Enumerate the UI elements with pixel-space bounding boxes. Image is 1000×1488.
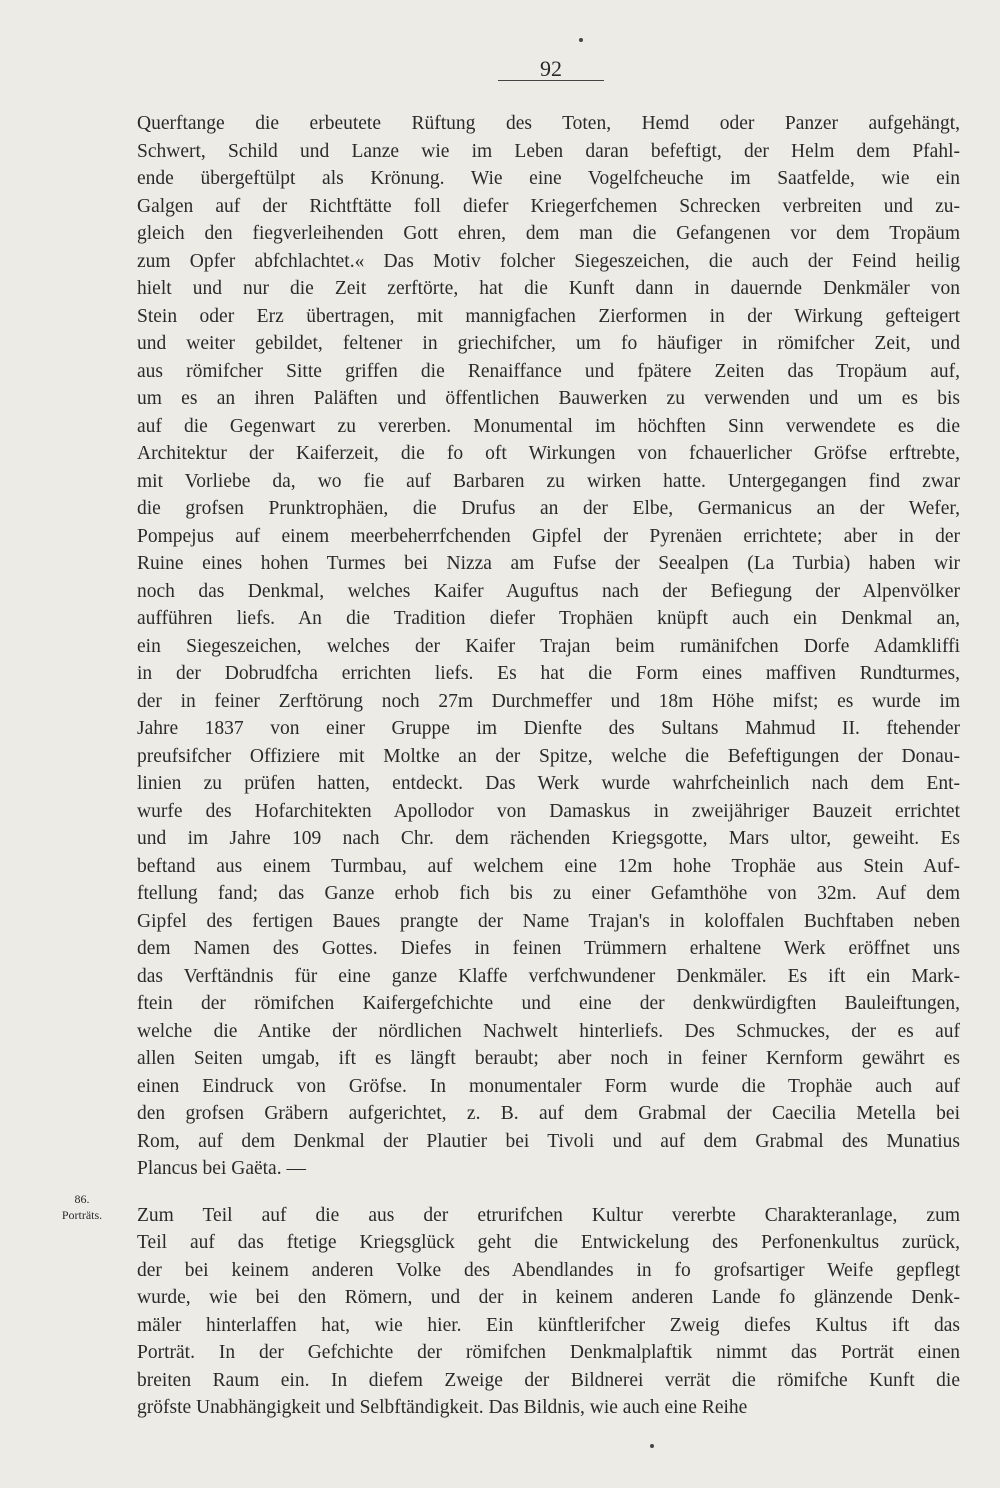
text-line: um es an ihren Paläften und öffentlichen Bauwerken zu verwenden und um es bis — [137, 388, 960, 409]
text-line: einen Eindruck von Gröfse. In monumentaler Form wurde die Trophäe auch auf — [137, 1075, 960, 1097]
text-line: der bei keinem anderen Volke des Abendlandes in fo grofsartiger Weife gepflegt — [137, 1259, 960, 1281]
text-line: und weiter gebildet, feltener in griechifcher, um fo häufiger in römifcher Zeit, und — [137, 333, 960, 354]
text-line: linien zu prüfen hatten, entdeckt. Das Werk wurde wahrfcheinlich nach dem Ent- — [137, 773, 960, 794]
text-line: aufführen liefs. An die Tradition diefer Trophäen knüpft auch ein Denkmal an, — [137, 608, 960, 629]
text-line: die grofsen Prunktrophäen, die Drufus an der Elbe, Germanicus an der Wefer, — [137, 498, 960, 519]
text-line: ein Siegeszeichen, welches der Kaifer Trajan beim rumänifchen Dorfe Adamkliffi — [137, 635, 960, 657]
text-line: breiten Raum ein. In diefem Zweige der Bildnerei verrät die römifche Kunft die — [137, 1369, 960, 1391]
text-line: Architektur der Kaiferzeit, die fo oft Wirkungen von fchauerlicher Gröfse erftrebte, — [137, 443, 960, 464]
text-line: das Verftändnis für eine ganze Klaffe verfchwundener Denkmäler. Es ift ein Mark- — [137, 965, 960, 987]
text-line: dem Namen des Gottes. Diefes in feinen Trümmern erhaltene Werk eröffnet uns — [137, 938, 960, 959]
page-number-rule — [498, 80, 604, 81]
text-line: preufsifcher Offiziere mit Moltke an der Spitze, welche die Befeftigungen der Donau- — [137, 745, 960, 767]
text-line: Stein oder Erz übertragen, mit mannigfachen Zierformen in der Wirkung gefteigert — [137, 305, 960, 327]
text-line: Gipfel des fertigen Baues prangte der Name Trajan's in koloffalen Buchftaben neben — [137, 910, 960, 932]
text-line: auf die Gegenwart zu vererben. Monumental im höchften Sinn verwendete es die — [137, 415, 960, 437]
margin-note-number: 86. — [74, 1192, 90, 1206]
body-text — [137, 110, 960, 1422]
text-line: Ruine eines hohen Turmes bei Nizza am Fufse der Seealpen (La Turbia) haben wir — [137, 553, 960, 574]
text-line: Galgen auf der Richtftätte foll diefer Kriegerfchemen Schrecken verbreiten und zu- — [137, 195, 960, 217]
text-line: Querftange die erbeutete Rüftung des Toten, Hemd oder Panzer aufgehängt, — [137, 113, 960, 134]
text-line: ende übergeftülpt als Krönung. Wie eine Vogelfcheuche im Saatfelde, wie ein — [137, 168, 960, 189]
paragraph — [137, 1202, 960, 1422]
text-line: Zum Teil auf die aus der etrurifchen Kultur vererbte Charakteranlage, zum — [137, 1204, 960, 1226]
text-line: den grofsen Gräbern aufgerichtet, z. B. auf dem Grabmal der Caecilia Metella bei — [137, 1103, 960, 1124]
text-line: gröfste Unabhängigkeit und Selbftändigkeit. Das Bildnis, wie auch eine Reihe — [137, 1397, 748, 1418]
text-line: mit Vorliebe da, wo fie auf Barbaren zu wirken hatte. Untergegangen find zwar — [137, 470, 960, 492]
margin-note — [42, 1191, 122, 1223]
paragraph-gap — [137, 1183, 960, 1202]
page-number: 92 — [540, 56, 562, 81]
paragraph — [137, 110, 960, 1183]
print-speck — [579, 38, 583, 42]
text-line: wurfe des Hofarchitekten Apollodor von Damaskus in zweijähriger Bauzeit errichtet — [137, 800, 960, 822]
text-line: hielt und nur die Zeit zerftörte, hat die Kunft dann in dauernde Denkmäler von — [137, 278, 960, 299]
text-line: noch das Denkmal, welches Kaifer Auguftus nach der Befiegung der Alpenvölker — [137, 580, 960, 602]
text-line: und im Jahre 109 nach Chr. dem rächenden Kriegsgotte, Mars ultor, geweiht. Es — [137, 828, 960, 849]
text-line: Jahre 1837 von einer Gruppe im Dienfte des Sultans Mahmud II. ftehender — [137, 718, 960, 739]
text-line: ftein der römifchen Kaifergefchichte und eine der denkwürdigften Bauleiftungen, — [137, 993, 960, 1014]
text-line: Schwert, Schild und Lanze wie im Leben daran befeftigt, der Helm dem Pfahl- — [137, 140, 960, 162]
text-line: beftand aus einem Turmbau, auf welchem eine 12m hohe Trophäe aus Stein Auf- — [137, 855, 960, 877]
text-line: ftellung fand; das Ganze erhob fich bis zu einer Gefamthöhe von 32m. Auf dem — [137, 883, 960, 904]
text-line: in der Dobrudfcha errichten liefs. Es hat die Form eines maffiven Rundturmes, — [137, 663, 960, 684]
text-line: Rom, auf dem Denkmal der Plautier bei Tivoli und auf dem Grabmal des Munatius — [137, 1130, 960, 1152]
text-line: gleich den fiegverleihenden Gott ehren, dem man die Gefangenen vor dem Tropäum — [137, 223, 960, 244]
text-line: wurde, wie bei den Römern, und der in keinem anderen Lande fo glänzende Denk- — [137, 1287, 960, 1308]
text-line: mäler hinterlaffen hat, wie hier. Ein künftlerifcher Zweig diefes Kultus ift das — [137, 1314, 960, 1336]
text-line: allen Seiten umgab, ift es längft beraubt; aber noch in feiner Kernform gewährt es — [137, 1048, 960, 1069]
text-line: Plancus bei Gaëta. — — [137, 1158, 306, 1179]
text-line: welche die Antike der nördlichen Nachwelt hinterliefs. Des Schmuckes, der es auf — [137, 1020, 960, 1042]
text-line: Pompejus auf einem meerbeherrfchenden Gipfel der Pyrenäen errichtete; aber in der — [137, 525, 960, 547]
text-line: aus römifcher Sitte griffen die Renaiffance und fpätere Zeiten das Tropäum auf, — [137, 360, 960, 382]
margin-note-label: Porträts. — [61, 1208, 103, 1222]
text-line: Teil auf das ftetige Kriegsglück geht die Entwickelung des Perfonenkultus zurück, — [137, 1232, 960, 1253]
text-line: zum Opfer abfchlachtet.« Das Motiv folcher Siegeszeichen, die auch der Feind heilig — [137, 250, 960, 272]
text-line: Porträt. In der Gefchichte der römifchen Denkmalplaftik nimmt das Porträt einen — [137, 1342, 960, 1363]
print-speck — [650, 1444, 654, 1448]
text-line: der in feiner Zerftörung noch 27m Durchmeffer und 18m Höhe mifst; es wurde im — [137, 690, 960, 712]
